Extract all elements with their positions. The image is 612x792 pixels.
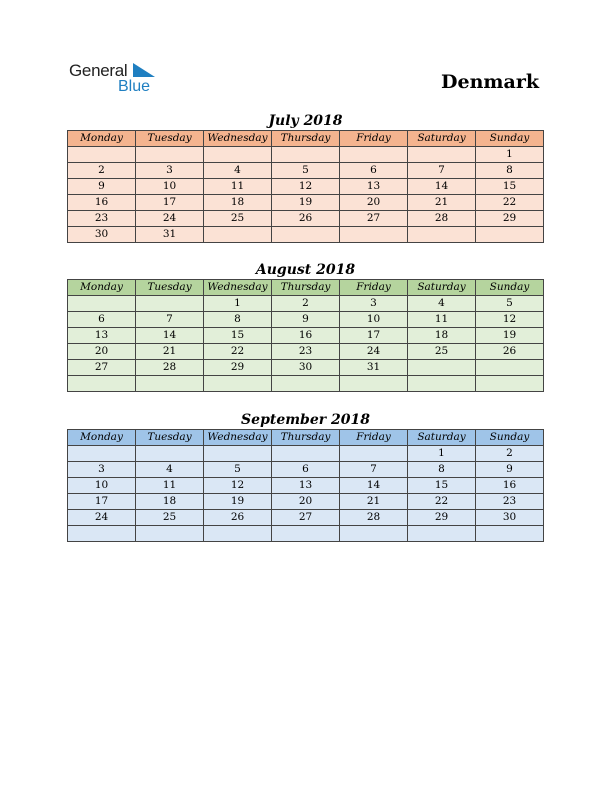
day-cell: 10: [340, 312, 408, 328]
day-cell: 19: [272, 195, 340, 211]
day-cell: 22: [204, 344, 272, 360]
week-row: [68, 510, 544, 526]
calendar-table: [67, 279, 544, 392]
day-cell: 27: [68, 360, 136, 376]
day-cell: 24: [340, 344, 408, 360]
day-cell: [204, 446, 272, 462]
day-cell: 26: [204, 510, 272, 526]
day-cell: [340, 446, 408, 462]
day-cell: 1: [476, 147, 544, 163]
weekday-header: Saturday: [408, 280, 476, 296]
week-row: [68, 163, 544, 179]
weekday-header: Friday: [340, 430, 408, 446]
day-cell: 30: [272, 360, 340, 376]
day-cell: 21: [340, 494, 408, 510]
day-cell: 28: [340, 510, 408, 526]
day-cell: 6: [68, 312, 136, 328]
weekday-header: Tuesday: [136, 131, 204, 147]
day-cell: 3: [68, 462, 136, 478]
month-calendar: [67, 261, 544, 392]
day-cell: [204, 526, 272, 542]
day-cell: 15: [408, 478, 476, 494]
week-row: [68, 195, 544, 211]
logo-triangle-icon: [133, 63, 155, 77]
day-cell: [340, 227, 408, 243]
weekday-header: Wednesday: [204, 280, 272, 296]
week-row: [68, 526, 544, 542]
day-cell: [408, 526, 476, 542]
day-cell: 23: [476, 494, 544, 510]
day-cell: 10: [136, 179, 204, 195]
day-cell: 7: [340, 462, 408, 478]
day-cell: 13: [272, 478, 340, 494]
day-cell: 25: [136, 510, 204, 526]
day-cell: 2: [476, 446, 544, 462]
day-cell: 30: [476, 510, 544, 526]
week-row: [68, 344, 544, 360]
day-cell: 23: [272, 344, 340, 360]
day-cell: 23: [68, 211, 136, 227]
day-cell: 4: [136, 462, 204, 478]
day-cell: [204, 227, 272, 243]
week-row: [68, 211, 544, 227]
day-cell: [204, 147, 272, 163]
day-cell: 14: [136, 328, 204, 344]
month-calendar: [67, 112, 544, 243]
day-cell: 3: [340, 296, 408, 312]
day-cell: 5: [476, 296, 544, 312]
day-cell: 20: [68, 344, 136, 360]
day-cell: [204, 376, 272, 392]
weekday-header: Friday: [340, 280, 408, 296]
day-cell: [272, 526, 340, 542]
day-cell: 22: [408, 494, 476, 510]
day-cell: [136, 376, 204, 392]
day-cell: 25: [204, 211, 272, 227]
day-cell: 15: [204, 328, 272, 344]
weekday-header-row: [68, 131, 544, 147]
week-row: [68, 296, 544, 312]
day-cell: [68, 296, 136, 312]
day-cell: 28: [408, 211, 476, 227]
day-cell: 29: [476, 211, 544, 227]
day-cell: 10: [68, 478, 136, 494]
day-cell: [68, 446, 136, 462]
weekday-header-row: [68, 280, 544, 296]
week-row: [68, 478, 544, 494]
day-cell: [340, 147, 408, 163]
weekday-header: Monday: [68, 131, 136, 147]
day-cell: 28: [136, 360, 204, 376]
day-cell: 4: [408, 296, 476, 312]
day-cell: 31: [136, 227, 204, 243]
day-cell: [272, 376, 340, 392]
day-cell: 6: [272, 462, 340, 478]
day-cell: 21: [136, 344, 204, 360]
week-row: [68, 462, 544, 478]
weekday-header: Monday: [68, 430, 136, 446]
day-cell: 11: [136, 478, 204, 494]
week-row: [68, 328, 544, 344]
day-cell: 11: [204, 179, 272, 195]
weekday-header: Thursday: [272, 430, 340, 446]
month-title: August 2018: [255, 262, 356, 278]
day-cell: 15: [476, 179, 544, 195]
weekday-header: Sunday: [476, 280, 544, 296]
day-cell: [272, 227, 340, 243]
day-cell: [408, 376, 476, 392]
day-cell: 11: [408, 312, 476, 328]
day-cell: 13: [340, 179, 408, 195]
day-cell: 20: [340, 195, 408, 211]
weekday-header: Tuesday: [136, 280, 204, 296]
day-cell: 5: [272, 163, 340, 179]
day-cell: 6: [340, 163, 408, 179]
day-cell: 16: [68, 195, 136, 211]
day-cell: [408, 147, 476, 163]
weekday-header: Tuesday: [136, 430, 204, 446]
day-cell: 24: [68, 510, 136, 526]
day-cell: 27: [272, 510, 340, 526]
weekday-header: Monday: [68, 280, 136, 296]
day-cell: 26: [272, 211, 340, 227]
weekday-header: Saturday: [408, 131, 476, 147]
day-cell: [476, 227, 544, 243]
day-cell: [68, 147, 136, 163]
weekday-header: Wednesday: [204, 131, 272, 147]
month-calendar: [67, 411, 544, 542]
day-cell: [136, 147, 204, 163]
day-cell: 18: [408, 328, 476, 344]
day-cell: 2: [68, 163, 136, 179]
day-cell: 9: [272, 312, 340, 328]
day-cell: 7: [408, 163, 476, 179]
day-cell: [476, 526, 544, 542]
logo-general-text: General: [69, 61, 128, 80]
day-cell: 17: [136, 195, 204, 211]
day-cell: 17: [68, 494, 136, 510]
day-cell: [136, 526, 204, 542]
day-cell: 1: [408, 446, 476, 462]
day-cell: 14: [408, 179, 476, 195]
week-row: [68, 179, 544, 195]
day-cell: [476, 376, 544, 392]
day-cell: 12: [204, 478, 272, 494]
week-row: [68, 147, 544, 163]
day-cell: [408, 360, 476, 376]
calendar-table: [67, 130, 544, 243]
country-name: Denmark: [441, 71, 539, 93]
day-cell: [476, 360, 544, 376]
day-cell: 29: [408, 510, 476, 526]
day-cell: [340, 526, 408, 542]
day-cell: [272, 147, 340, 163]
weekday-header: Saturday: [408, 430, 476, 446]
week-row: [68, 376, 544, 392]
week-row: [68, 360, 544, 376]
brand-logo: [69, 60, 179, 96]
weekday-header: Wednesday: [204, 430, 272, 446]
day-cell: 19: [204, 494, 272, 510]
weekday-header: Thursday: [272, 280, 340, 296]
day-cell: 22: [476, 195, 544, 211]
day-cell: 4: [204, 163, 272, 179]
day-cell: 2: [272, 296, 340, 312]
day-cell: 20: [272, 494, 340, 510]
day-cell: 13: [68, 328, 136, 344]
day-cell: 18: [136, 494, 204, 510]
day-cell: [272, 446, 340, 462]
weekday-header-row: [68, 430, 544, 446]
day-cell: 12: [272, 179, 340, 195]
day-cell: 7: [136, 312, 204, 328]
day-cell: 3: [136, 163, 204, 179]
weekday-header: Sunday: [476, 430, 544, 446]
day-cell: 16: [476, 478, 544, 494]
day-cell: 26: [476, 344, 544, 360]
calendar-table: [67, 429, 544, 542]
day-cell: [68, 526, 136, 542]
week-row: [68, 227, 544, 243]
day-cell: 16: [272, 328, 340, 344]
day-cell: 24: [136, 211, 204, 227]
day-cell: 9: [476, 462, 544, 478]
day-cell: 14: [340, 478, 408, 494]
day-cell: [408, 227, 476, 243]
day-cell: [68, 376, 136, 392]
day-cell: 29: [204, 360, 272, 376]
day-cell: 19: [476, 328, 544, 344]
day-cell: 1: [204, 296, 272, 312]
week-row: [68, 446, 544, 462]
day-cell: 8: [408, 462, 476, 478]
logo-blue-text: Blue: [118, 78, 151, 95]
day-cell: 30: [68, 227, 136, 243]
day-cell: 21: [408, 195, 476, 211]
weekday-header: Friday: [340, 131, 408, 147]
day-cell: 18: [204, 195, 272, 211]
day-cell: 31: [340, 360, 408, 376]
day-cell: [340, 376, 408, 392]
day-cell: 8: [204, 312, 272, 328]
week-row: [68, 494, 544, 510]
weekday-header: Thursday: [272, 131, 340, 147]
day-cell: 27: [340, 211, 408, 227]
month-title: July 2018: [268, 113, 343, 129]
day-cell: 9: [68, 179, 136, 195]
day-cell: 8: [476, 163, 544, 179]
day-cell: 25: [408, 344, 476, 360]
day-cell: 17: [340, 328, 408, 344]
day-cell: [136, 446, 204, 462]
week-row: [68, 312, 544, 328]
month-title: September 2018: [241, 412, 370, 428]
day-cell: [136, 296, 204, 312]
day-cell: 5: [204, 462, 272, 478]
day-cell: 12: [476, 312, 544, 328]
weekday-header: Sunday: [476, 131, 544, 147]
